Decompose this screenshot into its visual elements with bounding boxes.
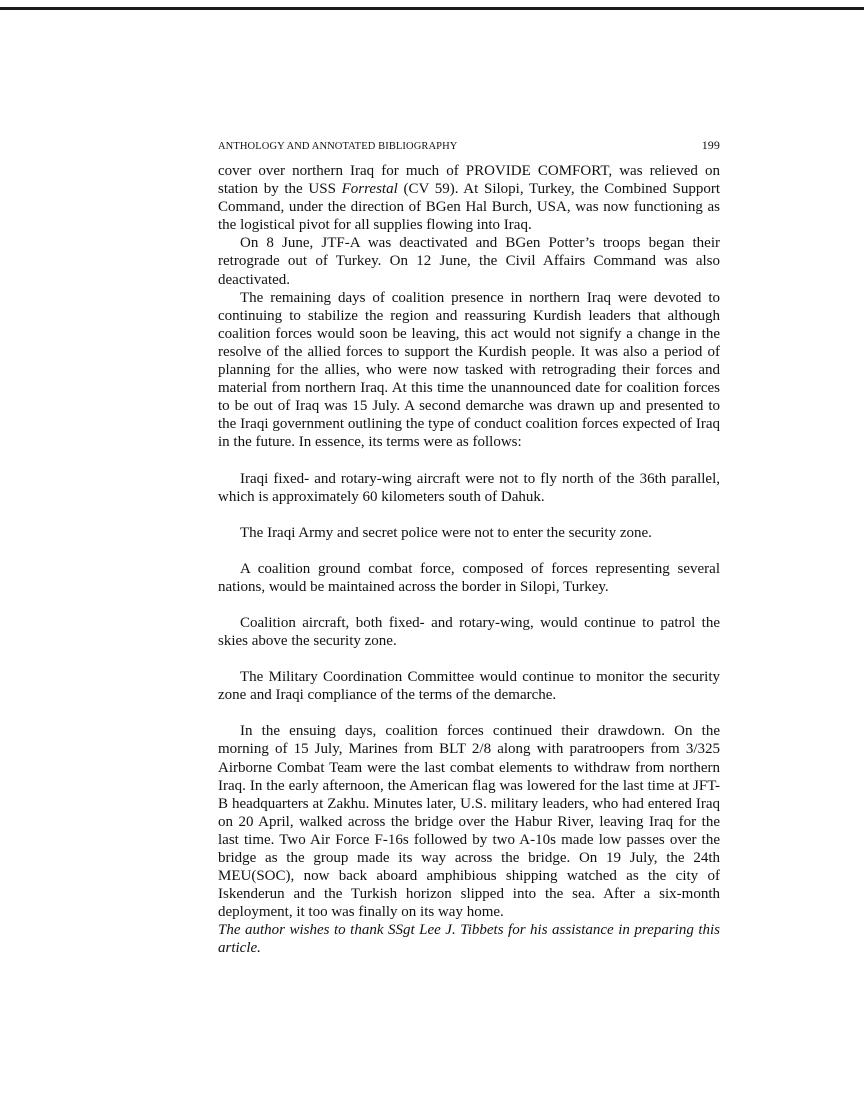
page-body [218,162,720,958]
running-head [218,138,720,153]
paragraph-drawdown: In the ensuing days, coalition forces continued their drawdown. On the morning of 15 July, Marines from BLT 2/8 along with paratroopers from 3/325 Airborne Combat Team were the last combat elements to withdraw from northern Iraq. In the early afternoon, the American flag was lowered for the last time at JFT-B headquarters at Zakhu. Minutes later, U.S. military leaders, who had entered Iraq on 20 April, walked across the bridge over the Habur River, leaving Iraq for the last time. Two Air Force F-16s followed by two A-10s made low passes over the bridge as the group made its way across the bridge. On 19 July, the 24th MEU(SOC), now back aboard amphibious shipping watched as the city of Iskenderun and the Turkish horizon slipped into the sea. After a six-month deployment, it too was finally on its way home. [218,723,720,921]
paragraph-jtf-a: On 8 June, JTF-A was deactivated and BGen Potter’s troops began their retrograde out of Turkey. On 12 June, the Civil Affairs Command was also deactivated. [218,235,720,288]
top-rule [0,7,864,10]
acknowledgment: The author wishes to thank SSgt Lee J. Tibbets for his assistance in preparing this article. [218,922,720,957]
paragraph-continued [218,162,720,234]
demarche-term: Iraqi fixed- and rotary-wing aircraft were not to fly north of the 36th parallel, which is approximately 60 kilometers south of Dahuk. [218,470,720,505]
running-title: ANTHOLOGY AND ANNOTATED BIBLIOGRAPHY [218,141,458,152]
paragraph-1-part-b: (CV 59). At Silopi, Turkey, the Combined Support Command, under the direction of BGen Hal Burch, USA, was now functioning as the logistical pivot for all supplies flowing into Iraq. [218,181,720,234]
ship-name: Forrestal [341,181,398,198]
paragraph-remaining-days: The remaining days of coalition presence in northern Iraq were devoted to continuing to stabilize the region and reassuring Kurdish leaders that although coalition forces would soon be leaving, this act would not signify a change in the resolve of the allied forces to support the Kurdish people. It was also a period of planning for the allies, who were now tasked with retrograding their forces and material from northern Iraq. At this time the unannounced date for coalition forces to be out of Iraq was 15 July. A second demarche was drawn up and presented to the Iraqi government outlining the type of conduct coalition forces expected of Iraq in the future. In essence, its terms were as follows: [218,289,720,451]
demarche-term: The Iraqi Army and secret police were not to enter the security zone. [240,524,652,541]
page-number: 199 [701,138,720,152]
demarche-term: A coalition ground combat force, composed of forces representing several nations, would be maintained across the border in Silopi, Turkey. [218,560,720,595]
demarche-term: The Military Coordination Committee would continue to monitor the security zone and Iraqi compliance of the terms of the demarche. [218,669,720,704]
paragraph-1-part-a: cover over northern Iraq for much of PROVIDE COMFORT, was relieved on station by the USS [218,163,720,198]
demarche-terms [218,470,720,705]
demarche-term: Coalition aircraft, both fixed- and rotary-wing, would continue to patrol the skies above the security zone. [218,614,720,650]
